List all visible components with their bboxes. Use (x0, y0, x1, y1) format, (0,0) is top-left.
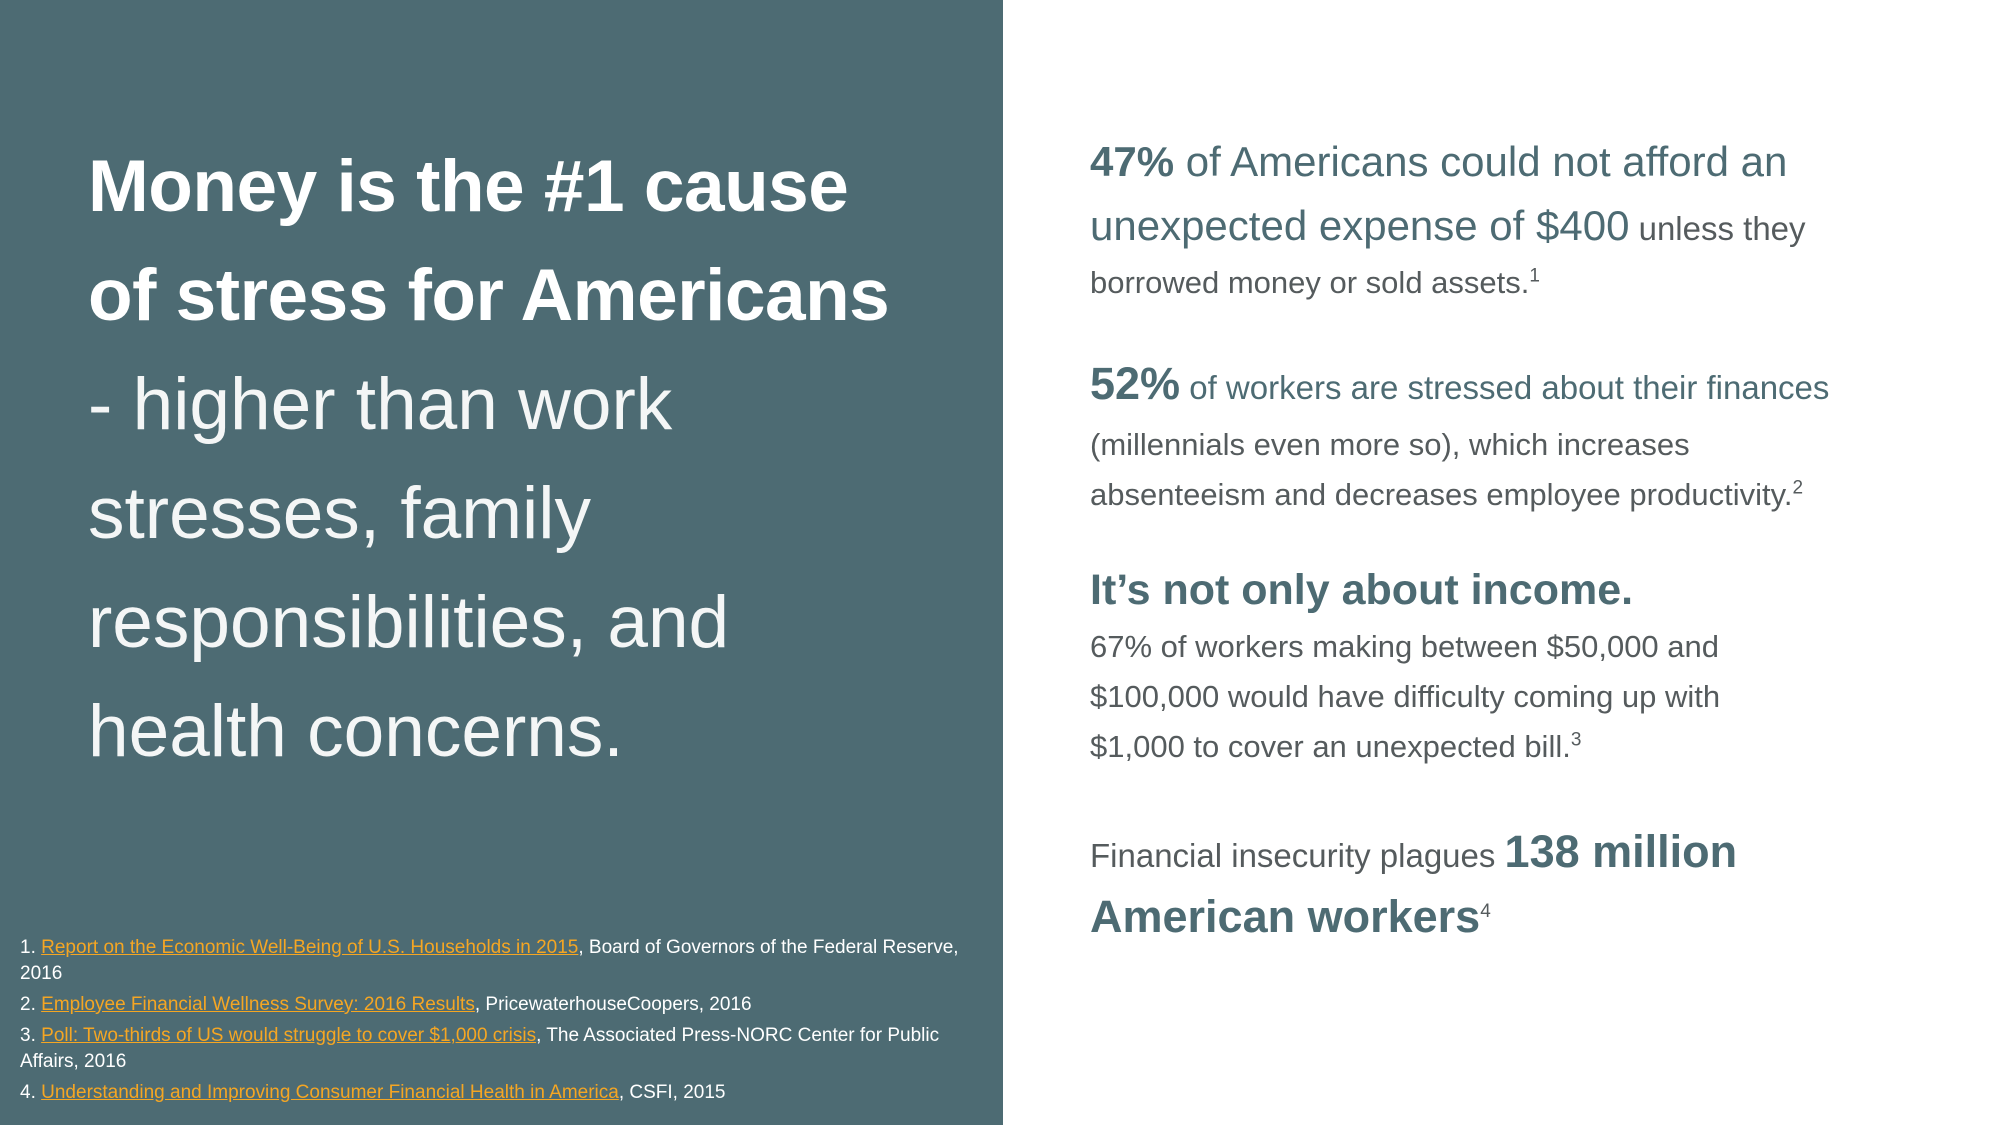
stat-4-big-a: 138 million (1504, 826, 1738, 877)
stat-4-big-b: American workers (1090, 891, 1481, 942)
footnote-link[interactable]: Poll: Two-thirds of US would struggle to cover $1,000 crisis (41, 1025, 537, 1046)
headline-bold-line-1: Money is the #1 cause (88, 146, 849, 227)
stat-1-text-b: unexpected expense of $400 (1090, 202, 1630, 249)
stat-block-4 (1090, 820, 1950, 950)
stat-3-line-2: $100,000 would have difficulty coming up with (1090, 679, 1721, 714)
footnotes (20, 935, 980, 1111)
stat-3-ref: 3 (1570, 729, 1582, 751)
footnote-link[interactable]: Understanding and Improving Consumer Financial Health in America (41, 1082, 619, 1103)
footnote-source: , CSFI, 2015 (618, 1082, 726, 1103)
stat-1-line-1 (1090, 130, 1950, 194)
stat-4-ref: 4 (1480, 901, 1491, 922)
stat-2-percent: 52% (1090, 358, 1181, 409)
footnote-1 (20, 935, 980, 987)
stat-1-line-3 (1090, 258, 1950, 308)
stat-4-line-2 (1090, 885, 1950, 950)
stat-2-text-a: of workers are stressed about their finances (1180, 369, 1830, 406)
footnote-link[interactable]: Report on the Economic Well-Being of U.S. Households in 2015 (41, 937, 579, 958)
stat-1-line-2 (1090, 194, 1950, 258)
stat-1-text-d: borrowed money or sold assets. (1090, 265, 1530, 300)
stat-2-text-b: (millennials even more so), which increases (1090, 427, 1690, 462)
stat-2-ref: 2 (1792, 477, 1804, 499)
stat-block-2 (1090, 352, 1950, 520)
stat-1-percent: 47% (1090, 138, 1175, 185)
footnote-number: 4. (20, 1082, 36, 1103)
headline-light-line-4: health concerns. (88, 691, 624, 772)
headline-light-line-2: stresses, family (88, 473, 591, 554)
footnote-link[interactable]: Employee Financial Wellness Survey: 2016 Results (41, 994, 475, 1015)
footnote-number: 1. (20, 937, 36, 958)
stat-3-line-3-wrap (1090, 722, 1950, 772)
footnote-number: 2. (20, 994, 36, 1015)
footnote-3 (20, 1023, 980, 1075)
stat-3-line-1: 67% of workers making between $50,000 and (1090, 629, 1720, 664)
headline-light-line-3: responsibilities, and (88, 582, 730, 663)
headline (88, 132, 968, 786)
stat-block-3 (1090, 558, 1950, 772)
stat-2-text-c: absenteeism and decreases employee productivity. (1090, 477, 1793, 512)
stat-4-line-1 (1090, 820, 1950, 885)
stat-2-line-3 (1090, 470, 1950, 520)
footnote-2 (20, 992, 980, 1018)
stat-1-ref: 1 (1529, 265, 1540, 287)
stat-1-text-a: of Americans could not afford an (1174, 138, 1788, 185)
footnote-number: 3. (20, 1025, 36, 1046)
stat-3-heading: It’s not only about income. (1090, 566, 1634, 614)
footnote-source: , Board of Governors of the Federal Reserve, 2016 (20, 937, 959, 984)
footnote-source: , The Associated Press-NORC Center for Public Affairs, 2016 (20, 1025, 940, 1072)
footnote-4 (20, 1080, 980, 1106)
stat-2-line-1 (1090, 352, 1950, 420)
stat-1-text-c: unless they (1629, 210, 1806, 247)
stat-3-line-3: $1,000 to cover an unexpected bill. (1090, 729, 1571, 764)
stat-block-1 (1090, 130, 1950, 308)
stat-2-line-2 (1090, 420, 1950, 470)
footnote-source: , PricewaterhouseCoopers, 2016 (474, 994, 752, 1015)
headline-bold-line-2: of stress for Americans (88, 255, 890, 336)
stat-4-lead: Financial insecurity plagues (1090, 837, 1505, 874)
headline-light-line-1: - higher than work (88, 364, 673, 445)
